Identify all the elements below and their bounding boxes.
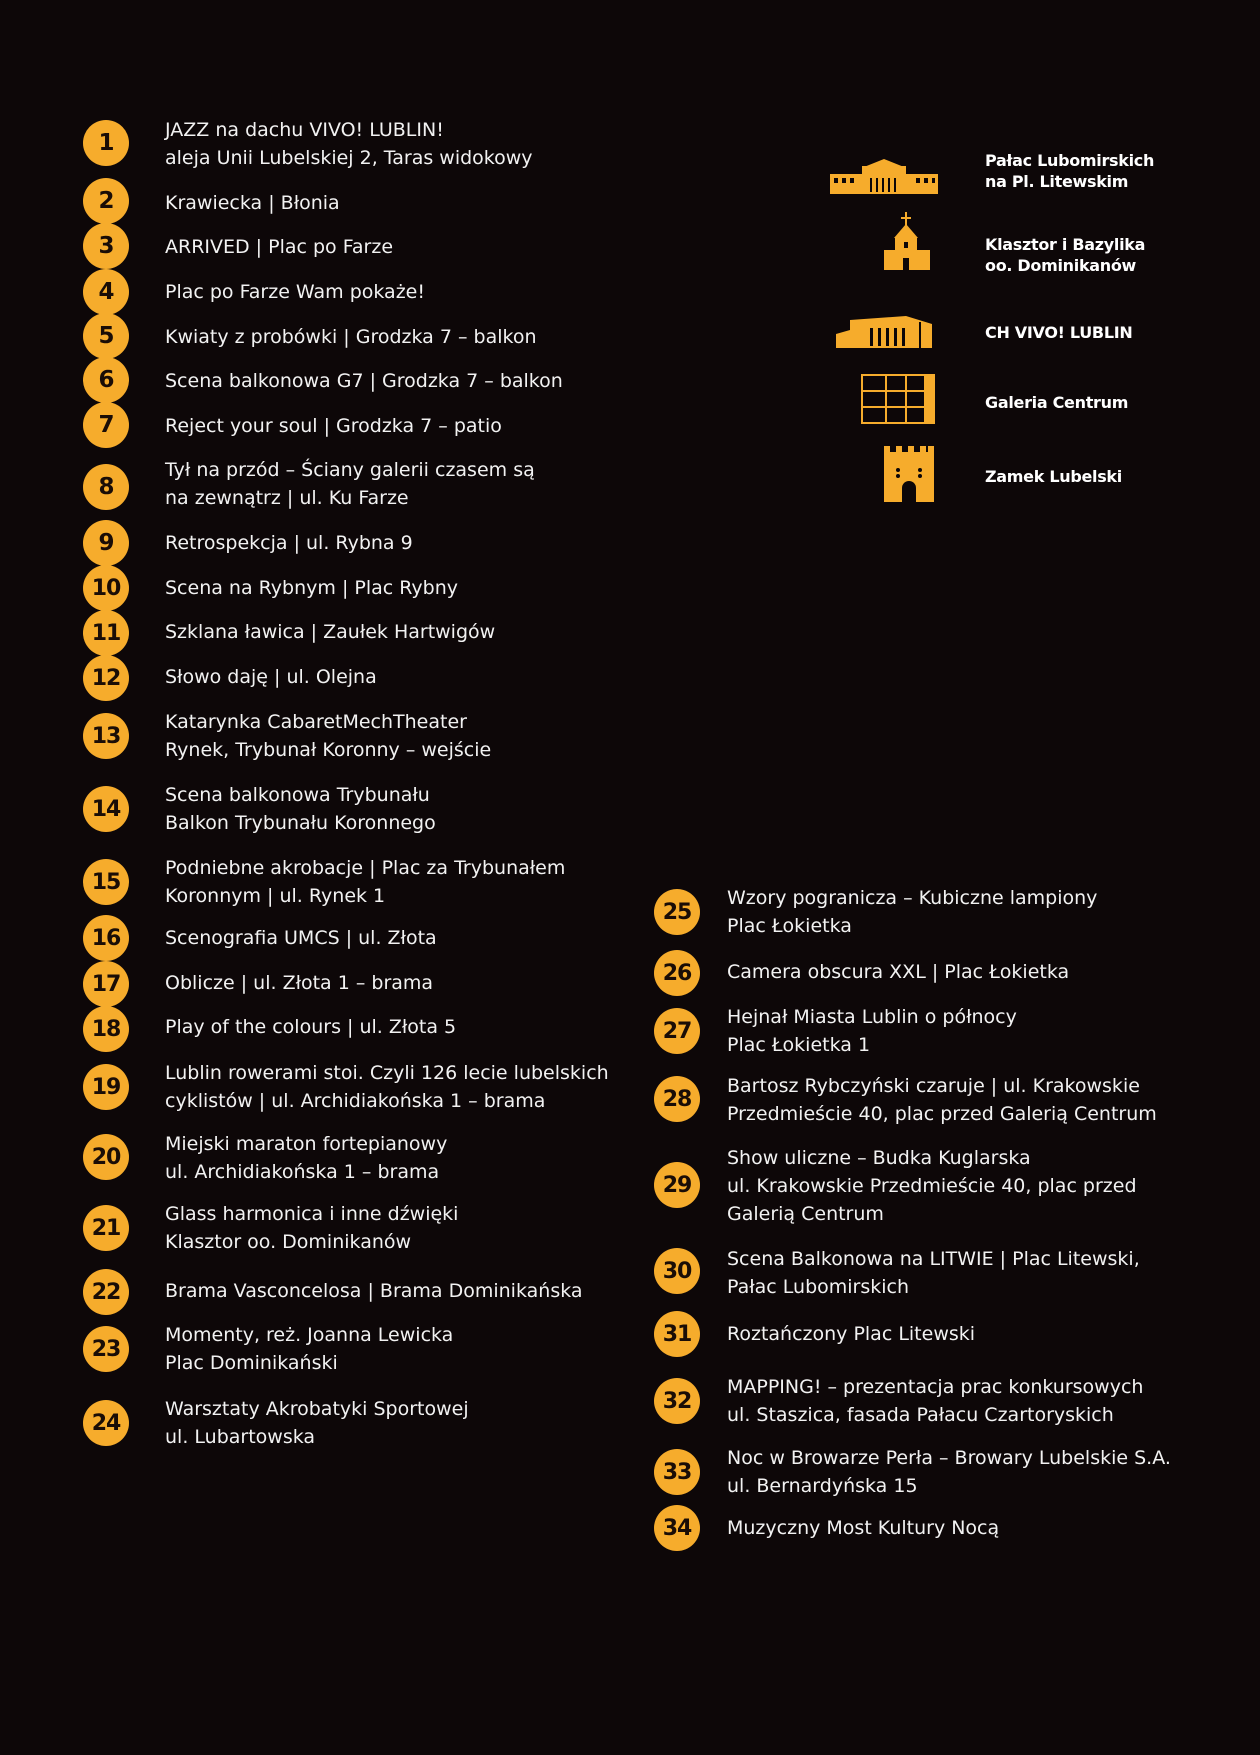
event-text-line: Oblicze | ul. Złota 1 – brama: [165, 972, 434, 994]
event-description: [165, 1395, 469, 1451]
legend-label: [985, 392, 1128, 413]
event-text-line: Kwiaty z probówki | Grodzka 7 – balkon: [165, 326, 537, 348]
event-text-line: Scenografia UMCS | ul. Złota: [165, 927, 437, 949]
event-text-line: Koronnym | ul. Rynek 1: [165, 885, 386, 907]
event-number-badge: 2: [83, 178, 129, 224]
event-number-badge: 19: [83, 1064, 129, 1110]
gallery-building-icon: [820, 363, 940, 433]
legend-item: [820, 438, 1240, 508]
event-text-line: Camera obscura XXL | Plac Łokietka: [727, 961, 1070, 983]
event-text-line: Play of the colours | ul. Złota 5: [165, 1016, 457, 1038]
event-description: [165, 278, 425, 306]
event-number-badge: 20: [83, 1134, 129, 1180]
event-description: [165, 1130, 447, 1186]
event-description: [727, 1003, 1017, 1059]
event-description: [165, 233, 393, 261]
event-text-line: na zewnątrz | ul. Ku Farze: [165, 487, 409, 509]
event-text-line: Glass harmonica i inne dźwięki: [165, 1203, 459, 1225]
event-text-line: Reject your soul | Grodzka 7 – patio: [165, 415, 502, 437]
legend-item: [820, 140, 1240, 210]
event-text-line: Scena balkonowa Trybunału: [165, 784, 430, 806]
event-number-badge: 30: [654, 1248, 700, 1294]
event-text-line: Bartosz Rybczyński czaruje | ul. Krakowskie: [727, 1075, 1140, 1097]
legend-label: [985, 322, 1132, 343]
event-text-line: Momenty, reż. Joanna Lewicka: [165, 1324, 454, 1346]
event-text-line: Przedmieście 40, plac przed Galerią Centrum: [727, 1103, 1157, 1125]
event-number-badge: 33: [654, 1449, 700, 1495]
event-text-line: Podniebne akrobacje | Plac za Trybunałem: [165, 857, 566, 879]
event-number-badge: 15: [83, 859, 129, 905]
event-text-line: Wzory pogranicza – Kubiczne lampiony: [727, 887, 1098, 909]
event-number-badge: 34: [654, 1505, 700, 1551]
event-text-line: Pałac Lubomirskich: [727, 1276, 910, 1298]
event-text-line: Tył na przód – Ściany galerii czasem są: [165, 459, 535, 481]
event-description: [165, 1277, 583, 1305]
legend-label-line: oo. Dominikanów: [985, 256, 1137, 275]
event-number-badge: 22: [83, 1269, 129, 1315]
legend-label-line: Zamek Lubelski: [985, 467, 1122, 486]
event-description: [165, 116, 533, 172]
event-text-line: aleja Unii Lubelskiej 2, Taras widokowy: [165, 147, 533, 169]
event-description: [165, 189, 340, 217]
event-text-line: ul. Lubartowska: [165, 1426, 316, 1448]
event-number-badge: 6: [83, 357, 129, 403]
event-text-line: Miejski maraton fortepianowy: [165, 1133, 448, 1155]
event-description: [727, 1144, 1137, 1228]
legend-label-line: CH VIVO! LUBLIN: [985, 323, 1133, 342]
event-text-line: Szklana ławica | Zaułek Hartwigów: [165, 621, 496, 643]
event-text-line: Plac Łokietka 1: [727, 1034, 871, 1056]
event-text-line: ul. Staszica, fasada Pałacu Czartoryskich: [727, 1404, 1114, 1426]
event-number-badge: 17: [83, 961, 129, 1007]
event-text-line: Plac Łokietka: [727, 915, 852, 937]
event-description: [727, 1514, 999, 1542]
event-text-line: Rynek, Trybunał Koronny – wejście: [165, 739, 492, 761]
event-number-badge: 24: [83, 1400, 129, 1446]
event-text-line: Plac po Farze Wam pokaże!: [165, 281, 425, 303]
event-text-line: ul. Krakowskie Przedmieście 40, plac przed: [727, 1175, 1137, 1197]
event-number-badge: 13: [83, 713, 129, 759]
event-number-badge: 27: [654, 1008, 700, 1054]
event-description: [165, 1059, 609, 1115]
legend-label-line: Pałac Lubomirskich: [985, 151, 1155, 170]
legend-label-line: na Pl. Litewskim: [985, 172, 1129, 191]
event-text-line: Warsztaty Akrobatyki Sportowej: [165, 1398, 469, 1420]
legend-item: [820, 363, 1240, 433]
event-text-line: ul. Bernardyńska 15: [727, 1475, 918, 1497]
event-text-line: Balkon Trybunału Koronnego: [165, 812, 436, 834]
event-text-line: Retrospekcja | ul. Rybna 9: [165, 532, 413, 554]
event-number-badge: 7: [83, 402, 129, 448]
event-description: [727, 1245, 1140, 1301]
event-number-badge: 12: [83, 655, 129, 701]
event-text-line: cyklistów | ul. Archidiakońska 1 – brama: [165, 1090, 546, 1112]
event-description: [727, 1373, 1143, 1429]
event-description: [727, 884, 1097, 940]
event-description: [165, 618, 495, 646]
event-text-line: Roztańczony Plac Litewski: [727, 1323, 976, 1345]
event-text-line: Krawiecka | Błonia: [165, 192, 340, 214]
legend-label-line: Klasztor i Bazylika: [985, 235, 1146, 254]
event-description: [165, 1321, 453, 1377]
event-number-badge: 26: [654, 950, 700, 996]
event-text-line: Słowo daję | ul. Olejna: [165, 666, 377, 688]
event-text-line: ul. Archidiakońska 1 – brama: [165, 1161, 440, 1183]
event-description: [165, 1200, 458, 1256]
event-description: [727, 1320, 975, 1348]
event-text-line: Plac Dominikański: [165, 1352, 338, 1374]
legend-label-line: Galeria Centrum: [985, 393, 1129, 412]
event-number-badge: 16: [83, 915, 129, 961]
event-text-line: Muzyczny Most Kultury Nocą: [727, 1517, 1000, 1539]
event-number-badge: 1: [83, 120, 129, 166]
event-number-badge: 21: [83, 1205, 129, 1251]
event-description: [165, 1013, 456, 1041]
legend-label: [985, 234, 1145, 276]
event-description: [165, 854, 565, 910]
event-text-line: Brama Vasconcelosa | Brama Dominikańska: [165, 1280, 583, 1302]
event-text-line: Hejnał Miasta Lublin o północy: [727, 1006, 1017, 1028]
event-description: [165, 323, 537, 351]
event-number-badge: 11: [83, 610, 129, 656]
legend-label: [985, 150, 1154, 192]
event-text-line: Show uliczne – Budka Kuglarska: [727, 1147, 1031, 1169]
event-text-line: Scena na Rybnym | Plac Rybny: [165, 577, 459, 599]
event-description: [165, 367, 563, 395]
event-description: [727, 1444, 1171, 1500]
event-description: [165, 412, 502, 440]
event-number-badge: 25: [654, 889, 700, 935]
event-text-line: Galerią Centrum: [727, 1203, 884, 1225]
event-description: [165, 781, 436, 837]
event-text-line: Scena balkonowa G7 | Grodzka 7 – balkon: [165, 370, 563, 392]
event-number-badge: 10: [83, 565, 129, 611]
event-description: [727, 958, 1069, 986]
event-number-badge: 32: [654, 1378, 700, 1424]
event-text-line: Scena Balkonowa na LITWIE | Plac Litewski,: [727, 1248, 1140, 1270]
event-description: [165, 969, 433, 997]
event-number-badge: 4: [83, 269, 129, 315]
event-text-line: Katarynka CabaretMechTheater: [165, 711, 467, 733]
event-text-line: Klasztor oo. Dominikanów: [165, 1231, 412, 1253]
legend-label: [985, 466, 1122, 487]
event-description: [165, 456, 535, 512]
event-description: [165, 574, 458, 602]
event-number-badge: 23: [83, 1326, 129, 1372]
event-text-line: Noc w Browarze Perła – Browary Lubelskie S.A.: [727, 1447, 1171, 1469]
castle-icon: [820, 438, 940, 508]
event-number-badge: 3: [83, 223, 129, 269]
event-text-line: JAZZ na dachu VIVO! LUBLIN!: [165, 119, 444, 141]
event-text-line: ARRIVED | Plac po Farze: [165, 236, 394, 258]
event-text-line: Lublin rowerami stoi. Czyli 126 lecie lubelskich: [165, 1062, 609, 1084]
event-number-badge: 8: [83, 464, 129, 510]
event-description: [165, 924, 437, 952]
palace-icon: [820, 140, 940, 210]
event-number-badge: 28: [654, 1076, 700, 1122]
church-icon: [820, 210, 940, 280]
event-description: [165, 529, 413, 557]
event-number-badge: 9: [83, 520, 129, 566]
legend-item: [820, 210, 1240, 280]
event-number-badge: 18: [83, 1006, 129, 1052]
event-description: [165, 708, 491, 764]
event-description: [165, 663, 377, 691]
mall-vivo-icon: [820, 294, 940, 364]
event-number-badge: 5: [83, 313, 129, 359]
event-text-line: MAPPING! – prezentacja prac konkursowych: [727, 1376, 1144, 1398]
event-number-badge: 31: [654, 1311, 700, 1357]
event-number-badge: 14: [83, 786, 129, 832]
legend-item: [820, 294, 1240, 364]
event-description: [727, 1072, 1157, 1128]
event-number-badge: 29: [654, 1162, 700, 1208]
